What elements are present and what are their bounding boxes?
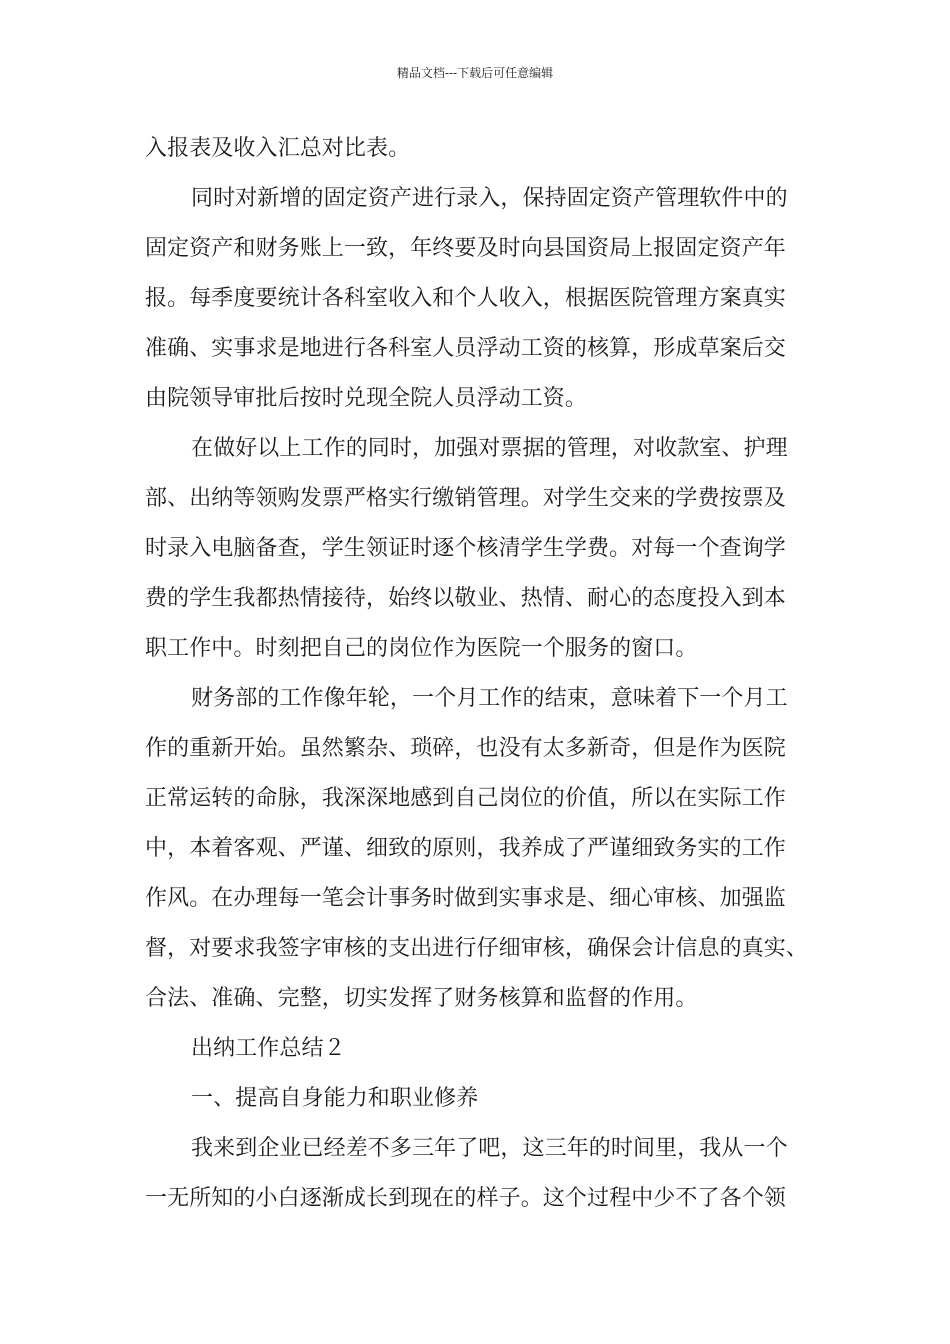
text-line: 部、出纳等领购发票严格实行缴销管理。对学生交来的学费按票及 — [145, 486, 786, 511]
text-line: 作的重新开始。虽然繁杂、琐碎，也没有太多新奇，但是作为医院 — [145, 736, 786, 761]
text-line: 合法、准确、完整，切实发挥了财务核算和监督的作用。 — [145, 986, 698, 1011]
text-line: 职工作中。时刻把自己的岗位作为医院一个服务的窗口。 — [145, 636, 698, 661]
text-line: 中，本着客观、严谨、细致的原则，我养成了严谨细致务实的工作 — [145, 836, 786, 861]
text-line: 我来到企业已经差不多三年了吧，这三年的时间里，我从一个 — [191, 1136, 788, 1161]
text-line: 一无所知的小白逐渐成长到现在的样子。这个过程中少不了各个领 — [145, 1186, 786, 1211]
text-line: 固定资产和财务账上一致，年终要及时向县国资局上报固定资产年 — [145, 236, 786, 261]
page-header: 精品文档---下载后可任意编辑 — [396, 66, 554, 80]
text-line: 报。每季度要统计各科室收入和个人收入，根据医院管理方案真实 — [145, 286, 786, 311]
text-line: 费的学生我都热情接待，始终以敬业、热情、耐心的态度投入到本 — [145, 586, 786, 611]
text-line: 作风。在办理每一笔会计事务时做到实事求是、细心审核、加强监 — [145, 886, 786, 911]
text-line: 出纳工作总结２ — [191, 1036, 346, 1061]
text-line: 正常运转的命脉，我深深地感到自己岗位的价值，所以在实际工作 — [145, 786, 786, 811]
text-line: 入报表及收入汇总对比表。 — [145, 136, 411, 161]
text-line: 一、提高自身能力和职业修养 — [191, 1086, 479, 1111]
text-line: 督，对要求我签字审核的支出进行仔细审核，确保会计信息的真实、 — [145, 936, 809, 961]
text-line: 准确、实事求是地进行各科室人员浮动工资的核算，形成草案后交 — [145, 336, 786, 361]
text-line: 由院领导审批后按时兑现全院人员浮动工资。 — [145, 386, 588, 411]
text-line: 财务部的工作像年轮，一个月工作的结束，意味着下一个月工 — [191, 686, 788, 711]
text-line: 同时对新增的固定资产进行录入，保持固定资产管理软件中的 — [191, 186, 788, 211]
document-body — [145, 124, 825, 1224]
text-line: 时录入电脑备查，学生领证时逐个核清学生学费。对每一个查询学 — [145, 536, 786, 561]
text-line: 在做好以上工作的同时，加强对票据的管理，对收款室、护理 — [191, 436, 788, 461]
